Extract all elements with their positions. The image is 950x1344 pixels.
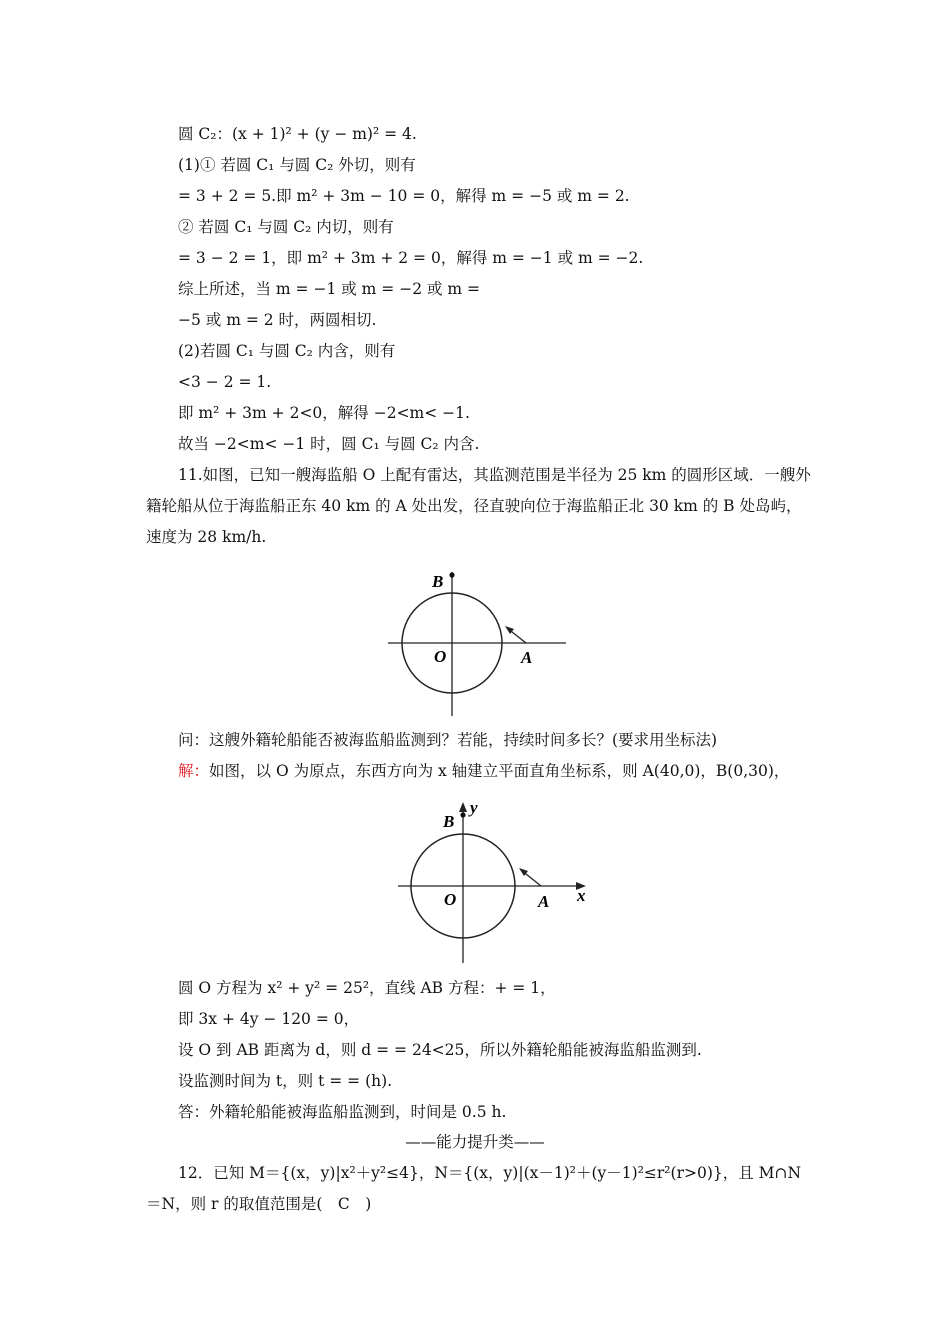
text-line: 故当 −2<m< −1 时，圆 C₁ 与圆 C₂ 内含. <box>178 435 480 453</box>
text-line: 即 3x + 4y − 120 = 0， <box>178 1010 360 1028</box>
text-line: 答：外籍轮船能被海监船监测到，时间是 0.5 h. <box>178 1103 507 1121</box>
solution-label: 解： <box>178 762 210 780</box>
text-line: (2)若圆 C₁ 与圆 C₂ 内含，则有 <box>178 342 396 360</box>
y-axis-arrow-head <box>459 802 467 812</box>
label-a: A <box>521 648 533 667</box>
point-b-dot <box>449 572 454 577</box>
text-line: 圆 O 方程为 x² + y² = 25²，直线 AB 方程：+ = 1， <box>178 979 556 997</box>
label-b: B <box>432 572 444 591</box>
text-line: 设 O 到 AB 距离为 d，则 d = = 24<25，所以外籍轮船能被海监船监测到. <box>178 1041 702 1059</box>
label-a: A <box>538 892 550 911</box>
text-line: 即 m² + 3m + 2<0，解得 −2<m< −1. <box>178 404 470 422</box>
label-y: y <box>470 798 478 817</box>
text-line: (1)① 若圆 C₁ 与圆 C₂ 外切，则有 <box>178 156 416 174</box>
text-line: ② 若圆 C₁ 与圆 C₂ 内切，则有 <box>178 218 394 236</box>
problem-11-text: 11.如图，已知一艘海监船 O 上配有雷达，其监测范围是半径为 25 km 的圆形区域．一艘外籍轮船从位于海监船正东 40 km 的 A 处出发，径直驶向位于海监船正北 30 km 的 B 处岛屿，速度为 28 km/h. <box>146 466 811 546</box>
text-line: −5 或 m = 2 时，两圆相切. <box>178 311 377 329</box>
point-b-dot <box>460 812 465 817</box>
figure-2 <box>390 795 600 970</box>
question-text: 问：这艘外籍轮船能否被海监船监测到？若能，持续时间多长？(要求用坐标法) <box>178 731 718 749</box>
text-line: = 3 + 2 = 5.即 m² + 3m − 10 = 0，解得 m = −5 或 m = 2. <box>178 187 630 205</box>
solution-line <box>178 761 789 781</box>
figure-1 <box>380 560 580 720</box>
text-line: 设监测时间为 t，则 t = = (h). <box>178 1072 393 1090</box>
text-line: 圆 C₂：(x + 1)² + (y − m)² = 4. <box>178 125 417 143</box>
text-line: 综上所述，当 m = −1 或 m = −2 或 m = <box>178 280 481 298</box>
solution-text: 如图，以 O 为原点，东西方向为 x 轴建立平面直角坐标系，则 A(40,0)，B(0,30)， <box>209 762 790 780</box>
problem-12-text: 12．已知 M＝{(x，y)|x²＋y²≤4}，N＝{(x，y)|(x－1)²＋(y－1)²≤r²(r>0)}，且 M∩N＝N，则 r 的取值范围是( C ) <box>146 1164 802 1213</box>
text-line: <3 − 2 = 1. <box>178 373 272 391</box>
section-title: ——能力提升类—— <box>405 1133 545 1151</box>
label-b: B <box>443 812 455 831</box>
label-o: O <box>444 890 457 909</box>
label-x: x <box>577 886 586 905</box>
text-line: = 3 − 2 = 1，即 m² + 3m + 2 = 0，解得 m = −1 或 m = −2. <box>178 249 644 267</box>
label-o: O <box>434 647 447 666</box>
